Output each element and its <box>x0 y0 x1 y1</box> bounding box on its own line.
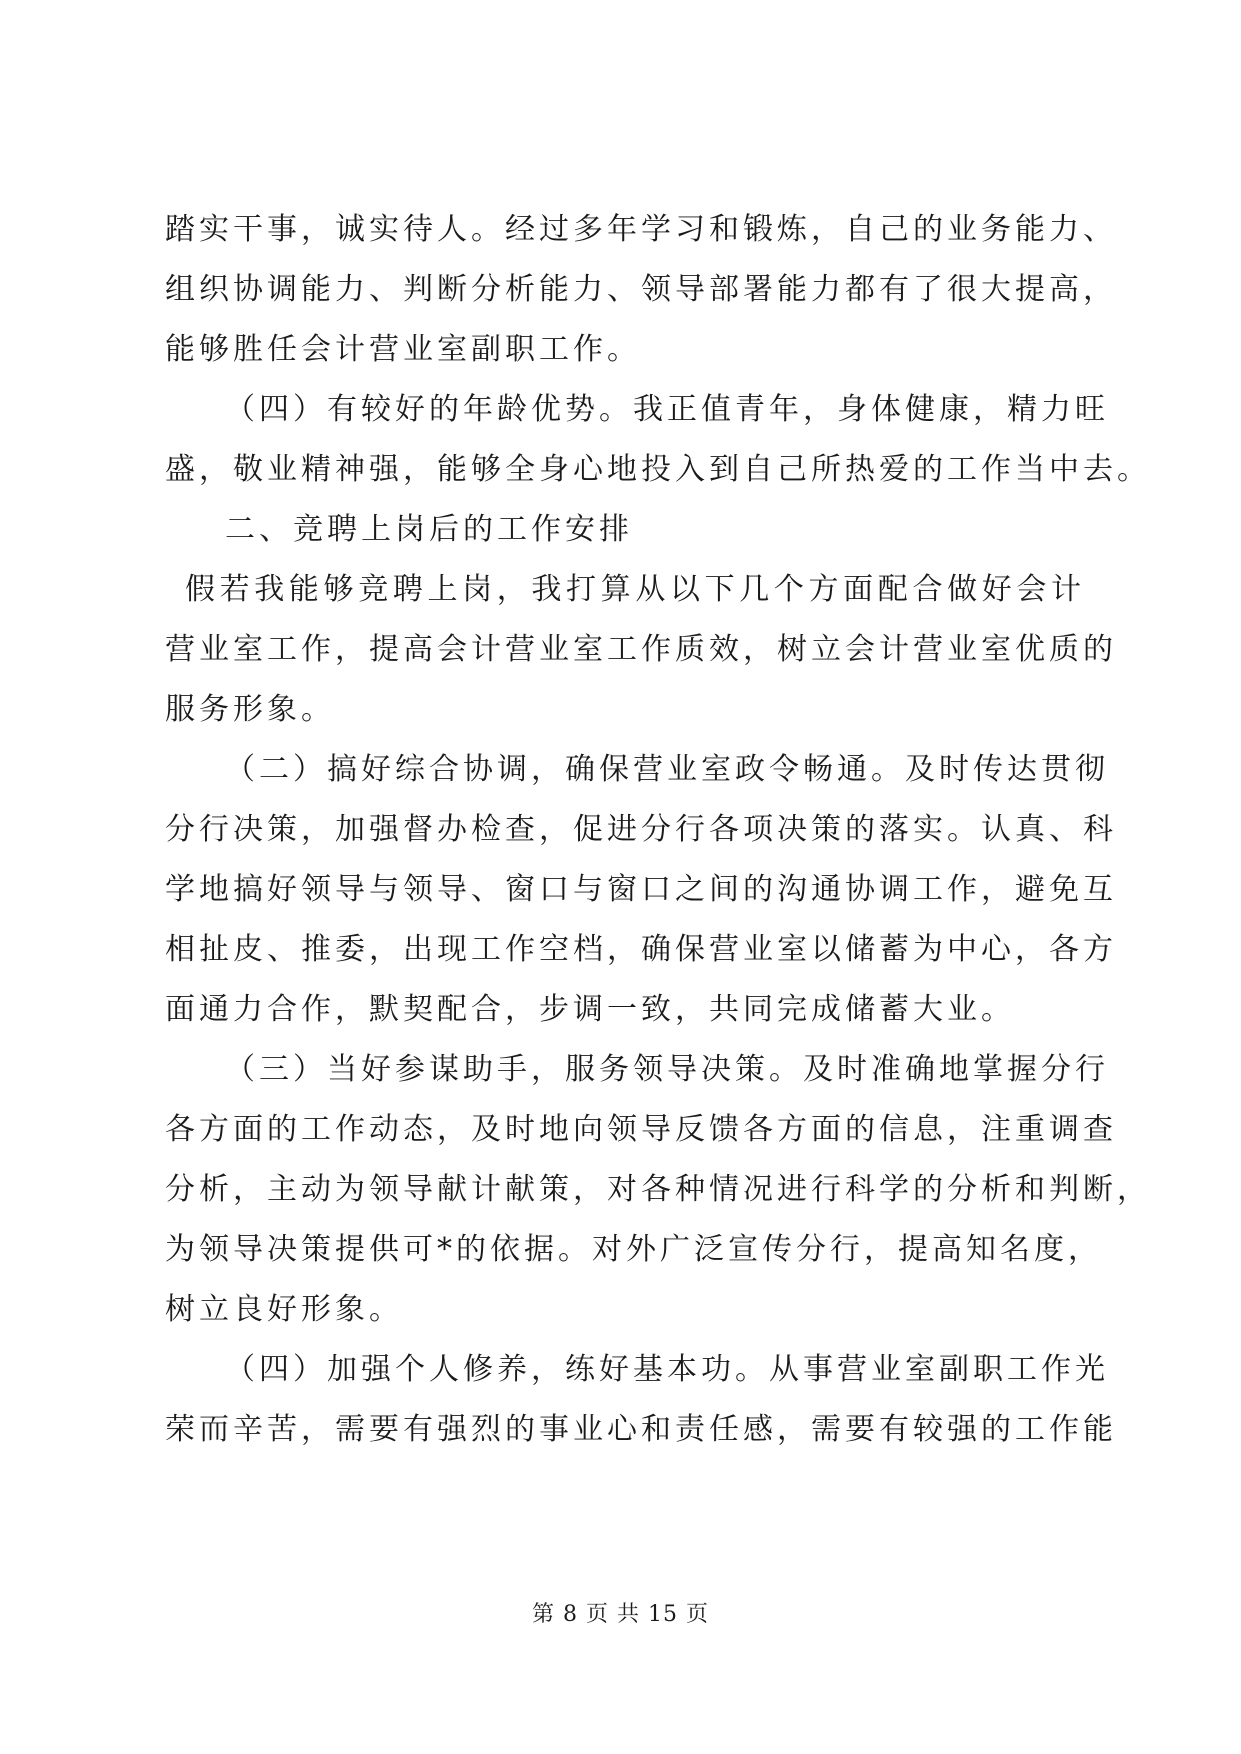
body-text-line: 分行决策，加强督办检查，促进分行各项决策的落实。认真、科 <box>165 812 1117 847</box>
page-number-footer: 第 8 页 共 15 页 <box>532 1602 709 1627</box>
paragraph-first-line: （三）当好参谋助手，服务领导决策。及时准确地掌握分行 <box>225 1052 1109 1087</box>
body-text-line: 树立良好形象。 <box>165 1292 403 1327</box>
body-text-line: 营业室工作，提高会计营业室工作质效，树立会计营业室优质的 <box>165 632 1117 667</box>
body-text-line: 踏实干事，诚实待人。经过多年学习和锻炼，自己的业务能力、 <box>165 212 1117 247</box>
body-text-line: 服务形象。 <box>165 692 335 727</box>
paragraph-first-line: （四）有较好的年龄优势。我正值青年，身体健康，精力旺 <box>225 392 1109 427</box>
body-text-line: 组织协调能力、判断分析能力、领导部署能力都有了很大提高， <box>165 272 1117 307</box>
body-text-line: 各方面的工作动态，及时地向领导反馈各方面的信息，注重调查 <box>165 1112 1117 1147</box>
body-text-line: 面通力合作，默契配合，步调一致，共同完成储蓄大业。 <box>165 992 1015 1027</box>
body-text-line: 相扯皮、推委，出现工作空档，确保营业室以储蓄为中心，各方 <box>165 932 1117 967</box>
section-heading: 二、竞聘上岗后的工作安排 <box>225 512 633 547</box>
body-text-line: 分析，主动为领导献计献策，对各种情况进行科学的分析和判断， <box>165 1172 1151 1207</box>
body-text-line: 盛，敬业精神强，能够全身心地投入到自己所热爱的工作当中去。 <box>165 452 1151 487</box>
body-text-line: 荣而辛苦，需要有强烈的事业心和责任感，需要有较强的工作能 <box>165 1412 1117 1447</box>
body-text-line: 学地搞好领导与领导、窗口与窗口之间的沟通协调工作，避免互 <box>165 872 1117 907</box>
paragraph-first-line: （二）搞好综合协调，确保营业室政令畅通。及时传达贯彻 <box>225 752 1109 787</box>
body-text-line: 能够胜任会计营业室副职工作。 <box>165 332 641 367</box>
paragraph-first-line: 假若我能够竞聘上岗，我打算从以下几个方面配合做好会计 <box>185 572 1085 607</box>
paragraph-first-line: （四）加强个人修养，练好基本功。从事营业室副职工作光 <box>225 1352 1109 1387</box>
body-text-line: 为领导决策提供可*的依据。对外广泛宣传分行，提高知名度， <box>165 1232 1102 1267</box>
